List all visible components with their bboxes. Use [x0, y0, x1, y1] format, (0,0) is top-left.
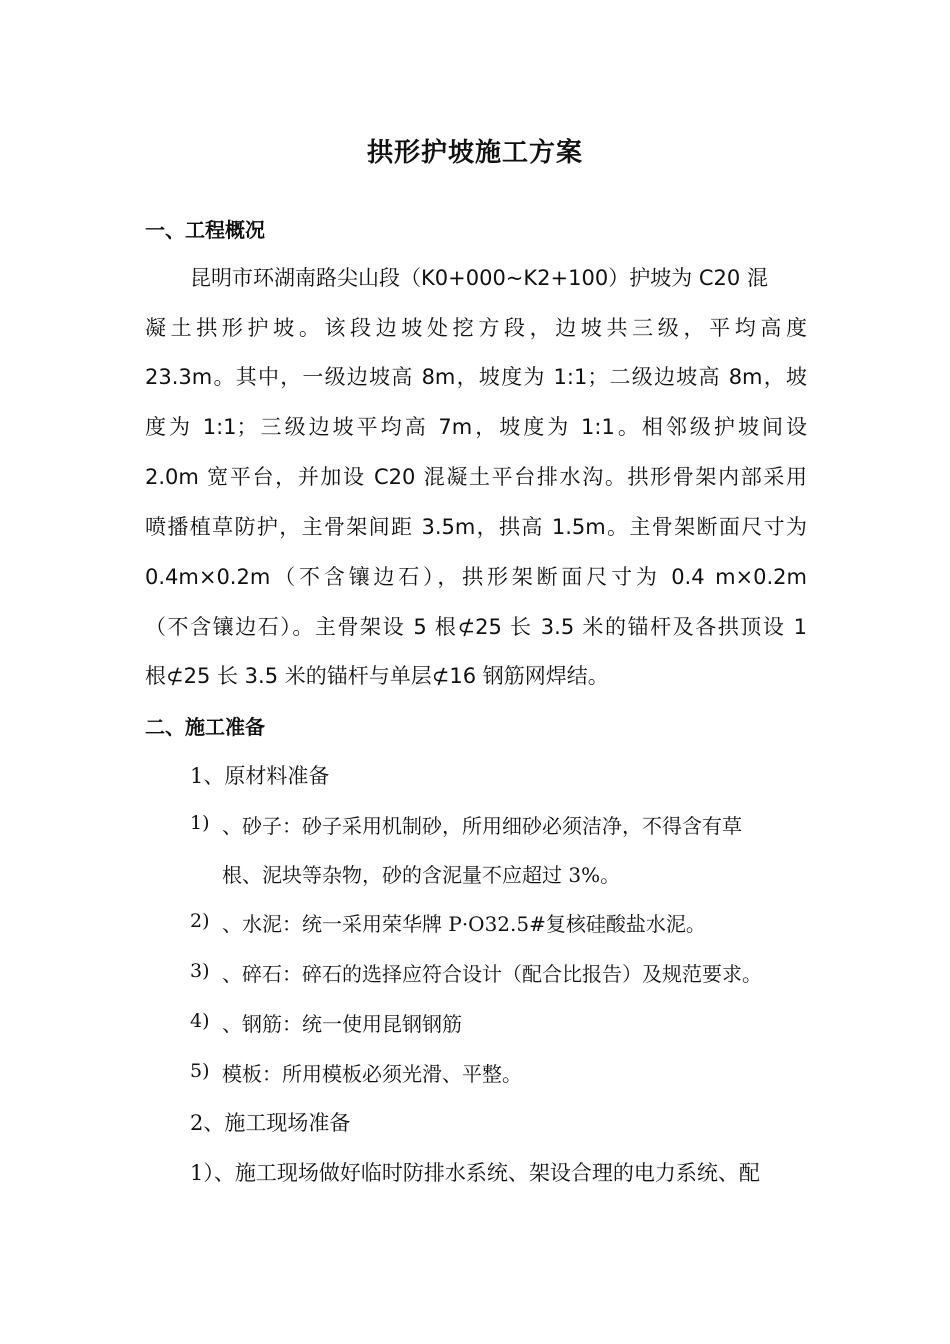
section-heading-overview: 一、工程概况	[145, 218, 265, 242]
paragraph-line: 凝土拱形护坡。该段边坡处挖方段，边坡共三级，平均高度	[145, 316, 807, 340]
list-item-number: 2)	[190, 910, 210, 932]
paragraph-line: 根⊄25 长 3.5 米的锚杆与单层⊄16 钢筋网焊结。	[145, 664, 609, 688]
paragraph-line: 2.0m 宽平台，并加设 C20 混凝土平台排水沟。拱形骨架内部采用	[145, 465, 807, 489]
list-item-number: 4)	[190, 1010, 210, 1032]
list-item-number: 1)	[190, 812, 210, 834]
paragraph-line: 度为 1:1；三级边坡平均高 7m，坡度为 1:1。相邻级护坡间设	[145, 415, 807, 439]
list-item-text: 根、泥块等杂物，砂的含泥量不应超过 3%。	[222, 863, 621, 887]
paragraph-line: 喷播植草防护，主骨架间距 3.5m，拱高 1.5m。主骨架断面尺寸为	[145, 515, 807, 539]
paragraph-line: 昆明市环湖南路尖山段（K0+000~K2+100）护坡为 C20 混	[190, 266, 768, 290]
paragraph-line: 0.4m×0.2m（不含镶边石），拱形架断面尺寸为 0.4 m×0.2m	[145, 565, 807, 589]
subheading-materials: 1、原材料准备	[190, 764, 330, 788]
section-heading-preparation: 二、施工准备	[145, 715, 265, 739]
paragraph-line: （不含镶边石）。主骨架设 5 根⊄25 长 3.5 米的锚杆及各拱顶设 1	[145, 615, 807, 639]
list-item-text: 、砂子：砂子采用机制砂，所用细砂必须洁净，不得含有草	[222, 814, 742, 838]
list-item-text: 模板：所用模板必须光滑、平整。	[222, 1062, 522, 1086]
paragraph-line: 23.3m。其中，一级边坡高 8m，坡度为 1:1；二级边坡高 8m，坡	[145, 365, 807, 389]
list-item-number: 5)	[190, 1060, 210, 1082]
list-item-text: 、钢筋：统一使用昆钢钢筋	[222, 1012, 462, 1036]
list-item-text: 、水泥：统一采用荣华牌 P·O32.5#复核硅酸盐水泥。	[222, 912, 706, 936]
list-item-text: 、碎石：碎石的选择应符合设计（配合比报告）及规范要求。	[222, 962, 762, 986]
paragraph-line: 1）、施工现场做好临时防排水系统、架设合理的电力系统、配	[190, 1161, 760, 1185]
document-title: 拱形护坡施工方案	[366, 138, 583, 168]
list-item-number: 3)	[190, 960, 210, 982]
subheading-site: 2、施工现场准备	[190, 1111, 351, 1135]
